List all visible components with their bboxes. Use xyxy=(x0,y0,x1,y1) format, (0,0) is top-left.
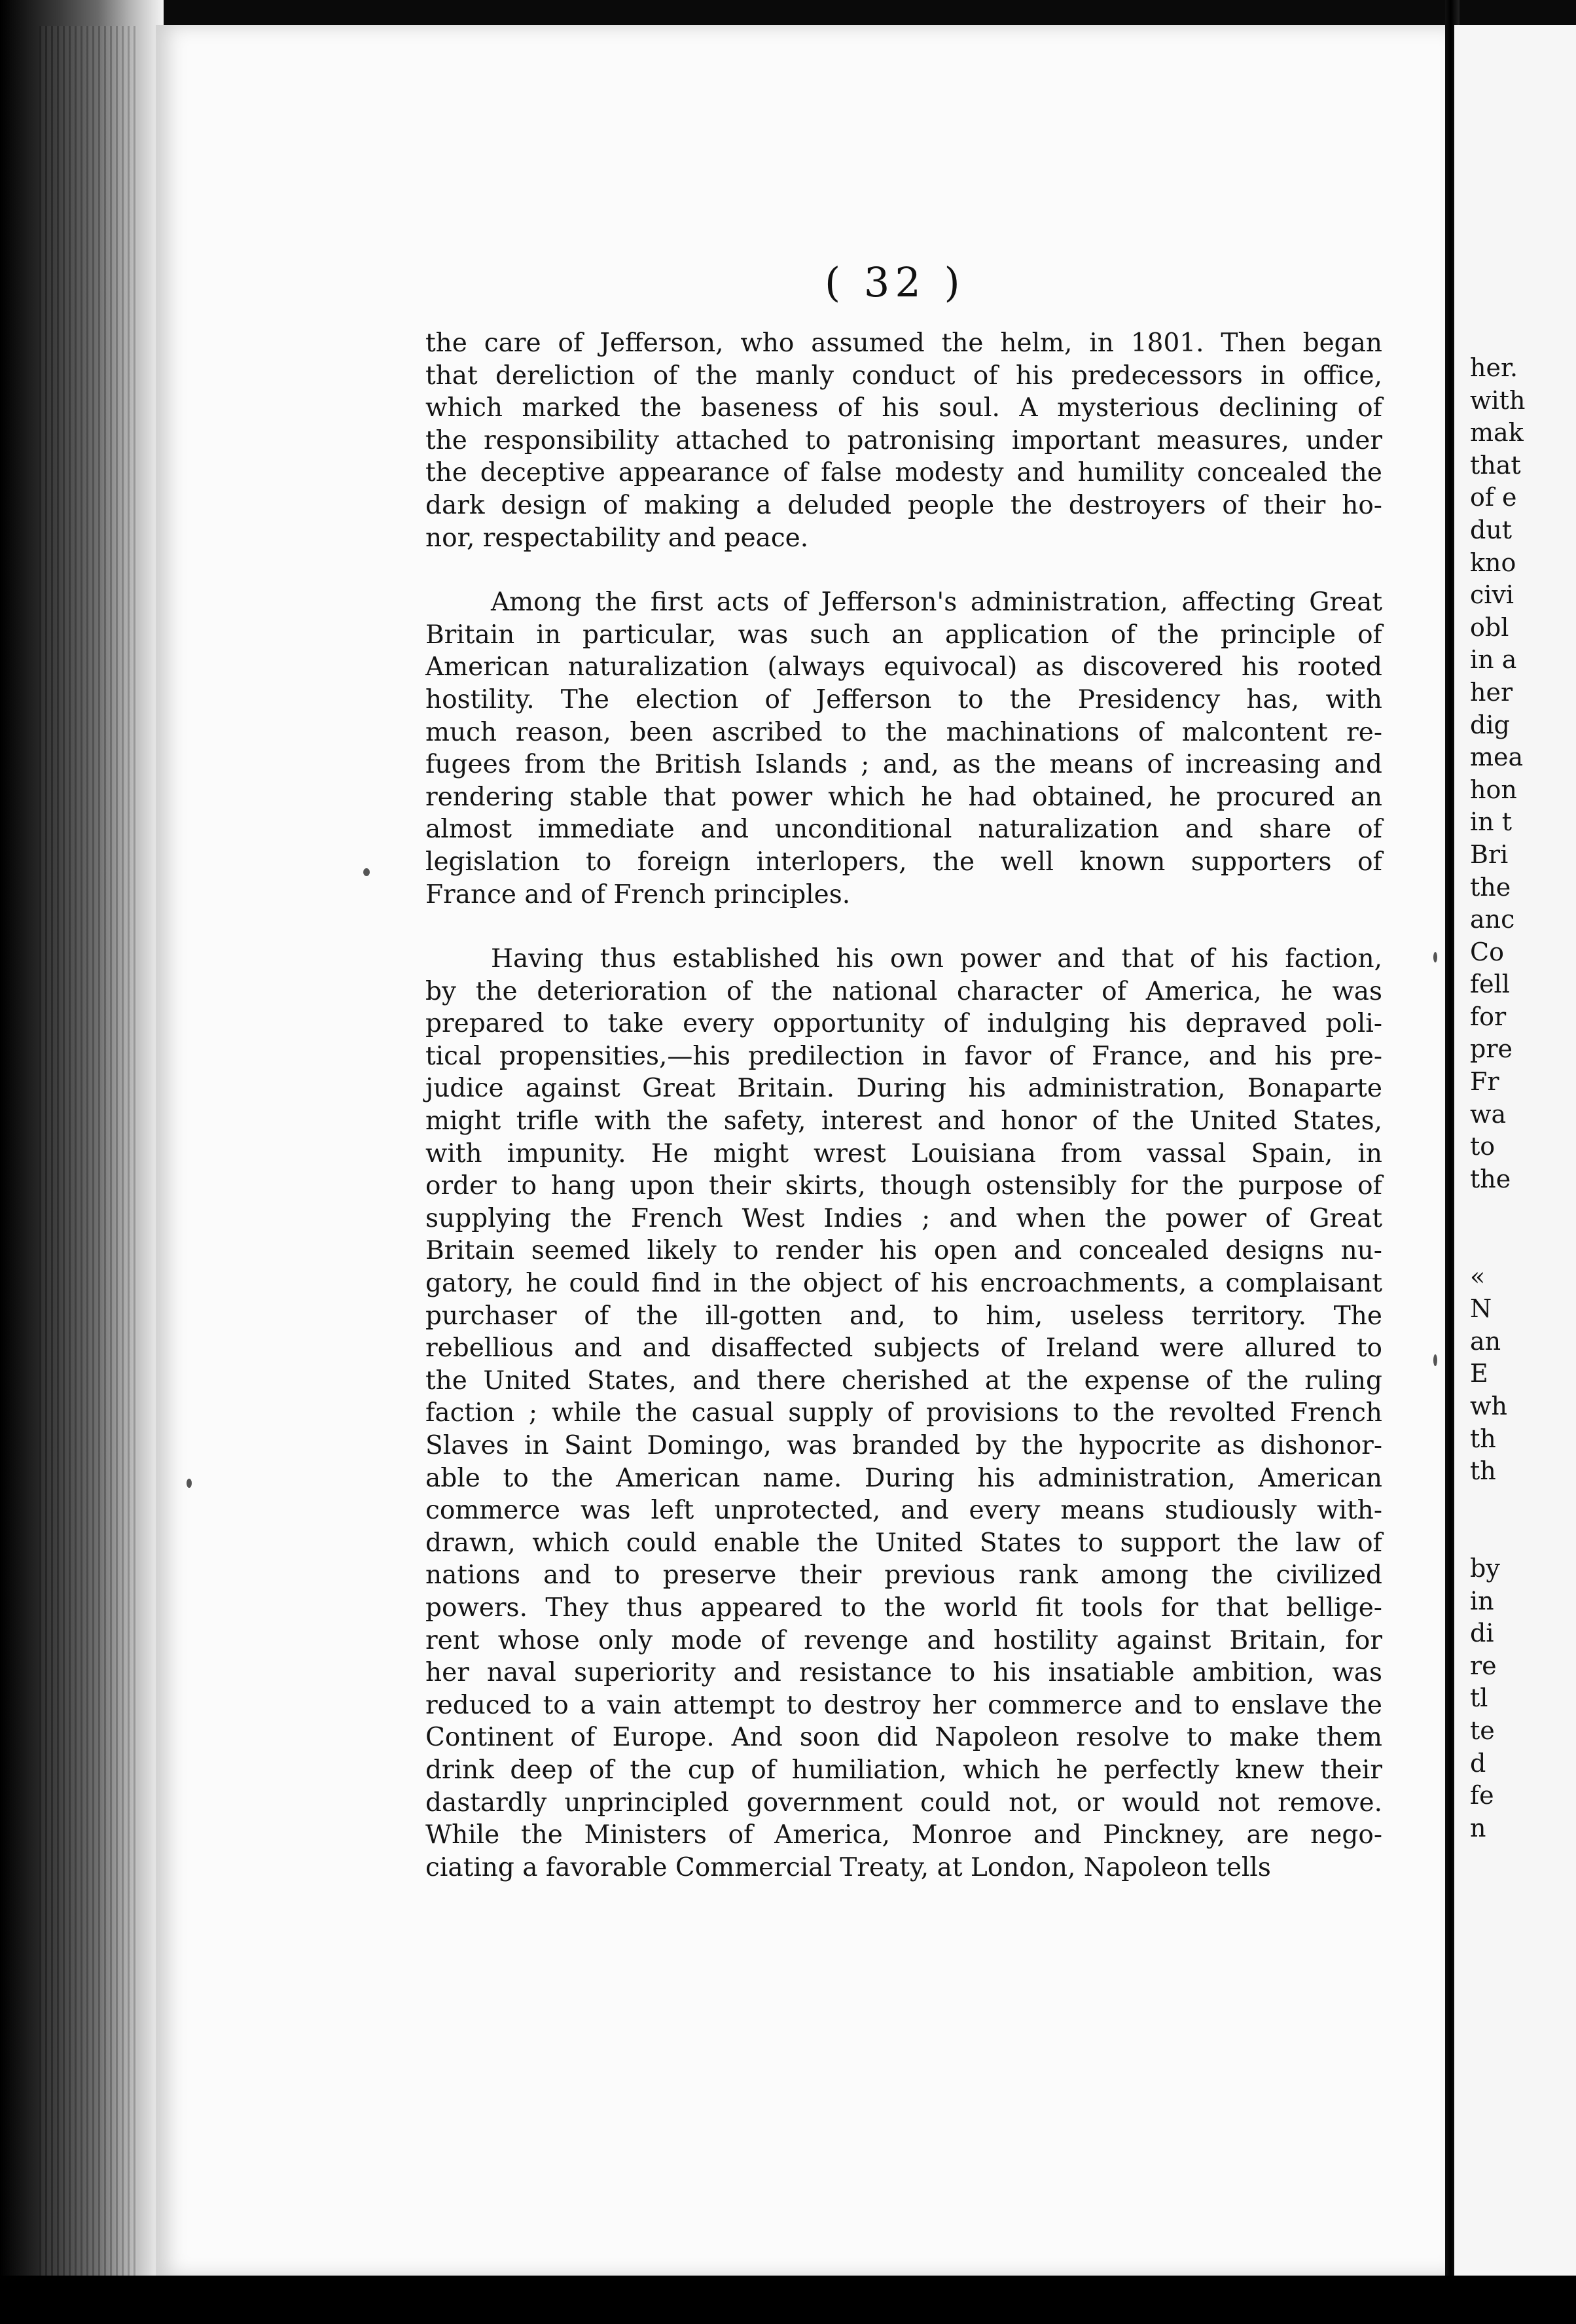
book-binding xyxy=(0,0,164,2324)
right-page-fragment: Bri xyxy=(1470,839,1509,869)
text-line: the care of Jefferson, who assumed the helm, in 1801. Then began xyxy=(425,328,1382,358)
scan-speck xyxy=(1433,952,1437,962)
scan-speck xyxy=(363,868,370,876)
text-line: American naturalization (always equivocal) as discovered his rooted xyxy=(425,652,1382,682)
text-line: drawn, which could enable the United States to support the law of xyxy=(425,1528,1382,1558)
right-page-text xyxy=(1470,352,1525,1844)
right-page-fragment: in a xyxy=(1470,645,1517,675)
right-page-fragment: mak xyxy=(1470,418,1524,448)
right-page-fragment: pre xyxy=(1470,1034,1513,1064)
right-page-fragment: the xyxy=(1470,872,1511,902)
page-right xyxy=(1454,25,1576,2277)
text-line: commerce was left unprotected, and every means studiously with- xyxy=(425,1496,1382,1526)
right-page-fragment: obl xyxy=(1470,612,1509,642)
text-line: with impunity. He might wrest Louisiana from vassal Spain, in xyxy=(425,1138,1382,1169)
right-page-fragment: re xyxy=(1470,1651,1497,1680)
text-line: While the Ministers of America, Monroe and Pinckney, are nego- xyxy=(425,1820,1382,1850)
scan-speck xyxy=(1433,1354,1437,1366)
right-page-fragment: di xyxy=(1470,1619,1494,1648)
right-page-fragment: te xyxy=(1470,1716,1495,1745)
text-line: powers. They thus appeared to the world fit tools for that bellige- xyxy=(425,1593,1382,1623)
right-page-fragment: dut xyxy=(1470,515,1513,544)
text-line: Britain seemed likely to render his open and concealed designs nu- xyxy=(425,1236,1382,1266)
right-page-fragment: her xyxy=(1470,677,1513,707)
text-line: almost immediate and unconditional naturalization and share of xyxy=(425,815,1382,845)
right-page-fragment xyxy=(1470,1195,1525,1228)
paragraph-3 xyxy=(425,943,1382,1884)
right-page-fragment: wa xyxy=(1470,1099,1507,1129)
right-page-fragment: kno xyxy=(1470,548,1516,577)
text-line: rebellious and and disaffected subjects of Ireland were allured to xyxy=(425,1333,1382,1364)
text-line: Slaves in Saint Domingo, was branded by the hypocrite as dishonor- xyxy=(425,1431,1382,1460)
text-line: faction ; while the casual supply of provisions to the revolted French xyxy=(425,1398,1382,1428)
scan-speck xyxy=(187,1479,192,1488)
text-line: legislation to foreign interlopers, the well known supporters of xyxy=(425,847,1382,877)
right-page-fragment: th xyxy=(1470,1456,1496,1486)
right-page-fragment: wh xyxy=(1470,1392,1507,1420)
text-line: nations and to preserve their previous rank among the civilized xyxy=(425,1560,1382,1591)
right-page-fragment: tl xyxy=(1470,1683,1488,1713)
text-line: ciating a favorable Commercial Treaty, at London, Napoleon tells xyxy=(425,1852,1271,1882)
text-line: judice against Great Britain. During his administration, Bonaparte xyxy=(425,1074,1382,1104)
text-line: fugees from the British Islands ; and, as the means of increasing and xyxy=(425,750,1382,780)
right-page-fragment: dig xyxy=(1470,710,1510,739)
right-page-fragment: to xyxy=(1470,1132,1495,1161)
right-page-fragment: with xyxy=(1470,385,1526,415)
right-page-fragment xyxy=(1470,1520,1525,1553)
paragraph-1 xyxy=(425,327,1382,554)
text-line: dastardly unprincipled government could not, or would not remove. xyxy=(425,1787,1382,1818)
right-page-fragment: for xyxy=(1470,1002,1507,1031)
text-line: rendering stable that power which he had obtained, he procured an xyxy=(425,782,1382,812)
text-line: France and of French principles. xyxy=(425,879,851,909)
right-page-fragment: by xyxy=(1470,1553,1500,1583)
text-line: might trifle with the safety, interest and honor of the United States, xyxy=(425,1106,1382,1136)
text-line: order to hang upon their skirts, though ostensibly for the purpose of xyxy=(425,1171,1382,1201)
right-page-fragment: fe xyxy=(1470,1781,1494,1810)
right-page-fragment: N xyxy=(1470,1294,1492,1324)
right-page-fragment: mea xyxy=(1470,743,1524,772)
right-page-fragment: hon xyxy=(1470,775,1517,804)
text-line: Continent of Europe. And soon did Napoleon resolve to make them xyxy=(425,1723,1382,1753)
right-page-fragment: « xyxy=(1470,1261,1486,1291)
text-line: Having thus established his own power and that of his faction, xyxy=(491,944,1382,974)
right-page-fragment: of e xyxy=(1470,483,1517,512)
text-line: tical propensities,—his predilection in favor of France, and his pre- xyxy=(425,1041,1382,1071)
right-page-fragment: an xyxy=(1470,1326,1501,1356)
scan-bottom-edge xyxy=(0,2276,1576,2324)
right-page-fragment: d xyxy=(1470,1748,1486,1778)
text-line: nor, respectability and peace. xyxy=(425,523,809,553)
text-line: prepared to take every opportunity of indulging his depraved poli- xyxy=(425,1009,1382,1039)
text-line: by the deterioration of the national character of America, he was xyxy=(425,976,1382,1006)
text-line: hostility. The election of Jefferson to the Presidency has, with xyxy=(425,684,1382,714)
text-line: drink deep of the cup of humiliation, which he perfectly knew their xyxy=(425,1755,1382,1785)
right-page-fragment: Fr xyxy=(1470,1067,1499,1097)
text-line: Among the first acts of Jefferson's administration, affecting Great xyxy=(491,588,1382,618)
right-page-fragment: fell xyxy=(1470,970,1510,999)
body-text xyxy=(425,327,1382,1916)
text-line: able to the American name. During his administration, American xyxy=(425,1463,1382,1493)
binding-texture xyxy=(39,26,137,2277)
right-page-fragment: n xyxy=(1470,1813,1486,1842)
text-line: purchaser of the ill-gotten and, to him, useless territory. The xyxy=(425,1301,1382,1331)
text-line: Britain in particular, was such an application of the principle of xyxy=(425,620,1382,650)
text-line: rent whose only mode of revenge and hostility against Britain, for xyxy=(425,1625,1382,1655)
right-page-fragment: th xyxy=(1470,1424,1496,1453)
right-page-fragment xyxy=(1470,1488,1525,1521)
text-line: the United States, and there cherished at the expense of the ruling xyxy=(425,1365,1382,1396)
right-page-fragment: the xyxy=(1470,1164,1511,1193)
right-page-fragment: civi xyxy=(1470,580,1514,610)
right-page-fragment: her. xyxy=(1470,353,1518,382)
text-line: reduced to a vain attempt to destroy her commerce and to enslave the xyxy=(425,1690,1382,1720)
text-line: much reason, been ascribed to the machinations of malcontent re- xyxy=(425,717,1382,747)
text-line: the responsibility attached to patronising important measures, under xyxy=(425,425,1382,455)
text-line: gatory, he could find in the object of his encroachments, a complaisant xyxy=(425,1269,1382,1299)
text-line: dark design of making a deluded people the destroyers of their ho- xyxy=(425,490,1382,520)
right-page-fragment: in xyxy=(1470,1586,1494,1615)
text-line: her naval superiority and resistance to his insatiable ambition, was xyxy=(425,1658,1382,1688)
right-page-fragment: that xyxy=(1470,450,1521,480)
text-line: that dereliction of the manly conduct of his predecessors in office, xyxy=(425,361,1382,391)
right-page-fragment xyxy=(1470,1228,1525,1261)
right-page-fragment: E xyxy=(1470,1359,1488,1388)
right-page-fragment: Co xyxy=(1470,937,1504,966)
page-number: ( 32 ) xyxy=(825,258,965,306)
right-page-fragment: anc xyxy=(1470,905,1515,934)
paragraph-2 xyxy=(425,586,1382,911)
text-line: supplying the French West Indies ; and when the power of Great xyxy=(425,1203,1382,1233)
right-page-fragment: in t xyxy=(1470,807,1512,837)
text-line: which marked the baseness of his soul. A mysterious declining of xyxy=(425,393,1382,423)
text-line: the deceptive appearance of false modesty and humility concealed the xyxy=(425,458,1382,488)
